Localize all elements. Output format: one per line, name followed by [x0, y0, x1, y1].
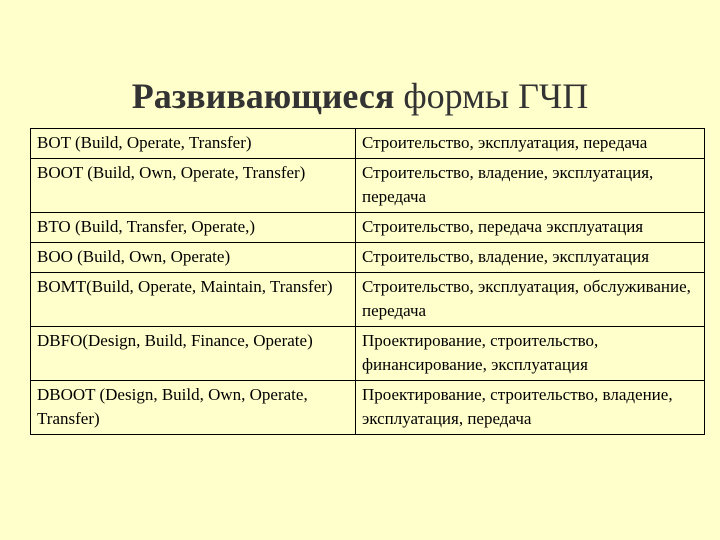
slide-title: [0, 72, 720, 120]
model-cell: [31, 243, 356, 273]
model-name: DBOOT (Design, Build, Own, Operate, Transfer): [37, 385, 308, 428]
model-description: Строительство, владение, эксплуатация: [362, 247, 650, 266]
model-name: BTO (Build, Transfer, Operate,): [37, 217, 256, 236]
table-row: [31, 129, 705, 159]
description-cell: [356, 327, 705, 381]
model-name: BOMT(Build, Operate, Maintain, Transfer): [37, 277, 333, 296]
model-cell: [31, 213, 356, 243]
model-name: BOOT (Build, Own, Operate, Transfer): [37, 163, 306, 182]
model-description: Строительство, эксплуатация, передача: [362, 133, 648, 152]
slide-title-bold: Развивающиеся: [131, 76, 395, 116]
model-cell: [31, 273, 356, 327]
model-cell: [31, 327, 356, 381]
model-name: BOO (Build, Own, Operate): [37, 247, 231, 266]
model-description: Проектирование, строительство, финансирование, эксплуатация: [362, 331, 599, 374]
ppp-forms-table: [30, 128, 705, 435]
model-name: BOT (Build, Operate, Transfer): [37, 133, 252, 152]
model-description: Строительство, владение, эксплуатация, передача: [362, 163, 654, 206]
model-name: DBFO(Design, Build, Finance, Operate): [37, 331, 313, 350]
description-cell: [356, 273, 705, 327]
model-cell: [31, 159, 356, 213]
description-cell: [356, 213, 705, 243]
model-description: Проектирование, строительство, владение, эксплуатация, передача: [362, 385, 673, 428]
model-cell: [31, 381, 356, 435]
model-description: Строительство, эксплуатация, обслуживание, передача: [362, 277, 691, 320]
model-description: Строительство, передача эксплуатация: [362, 217, 644, 236]
slide-title-rest: формы ГЧП: [394, 76, 589, 116]
table-row: [31, 381, 705, 435]
table-row: [31, 213, 705, 243]
table-row: [31, 243, 705, 273]
model-cell: [31, 129, 356, 159]
table-row: [31, 273, 705, 327]
description-cell: [356, 129, 705, 159]
table-row: [31, 159, 705, 213]
description-cell: [356, 159, 705, 213]
description-cell: [356, 243, 705, 273]
description-cell: [356, 381, 705, 435]
table-row: [31, 327, 705, 381]
